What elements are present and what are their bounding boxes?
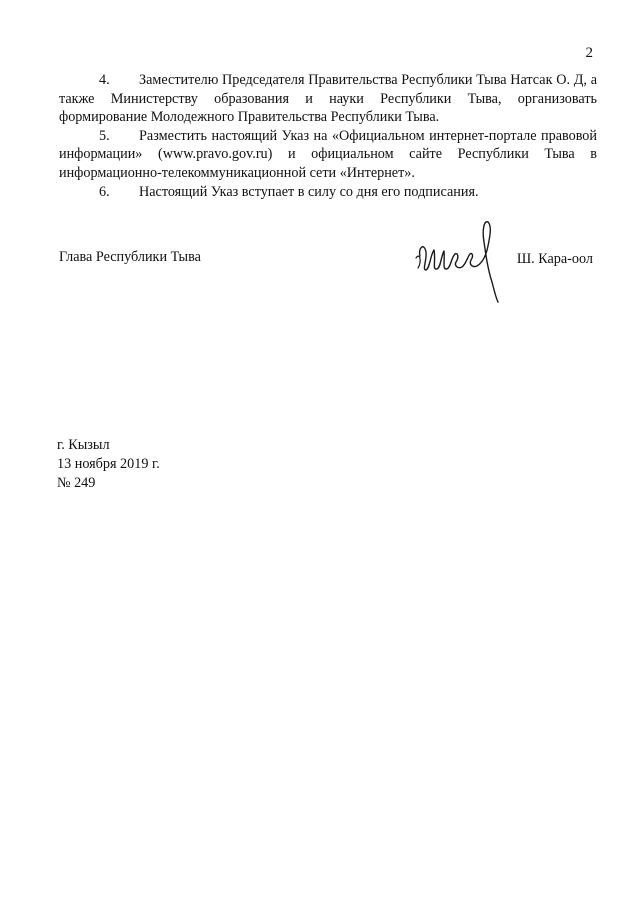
decree-requisites (57, 436, 160, 493)
paragraph-number: 5. (99, 127, 110, 144)
issue-date: 13 ноября 2019 г. (57, 456, 160, 472)
issue-city: г. Кызыл (57, 437, 110, 453)
page-number: 2 (585, 45, 593, 61)
signature-block (59, 248, 597, 308)
handwritten-signature (414, 218, 504, 304)
paragraph-6 (59, 183, 597, 202)
decree-body (59, 71, 597, 201)
decree-number: № 249 (57, 475, 96, 491)
signatory-title: Глава Республики Тыва (59, 249, 201, 265)
paragraph-text: Настоящий Указ вступает в силу со дня его подписания. (139, 183, 479, 200)
paragraph-number: 6. (99, 183, 110, 200)
paragraph-4 (59, 71, 597, 127)
paragraph-number: 4. (99, 72, 110, 88)
paragraph-text: Разместить настоящий Указ на «Официальном интернет-портале правовой информации» (www.pravo.gov.ru) и официальном сайте Республики Тыва в информационно-телекоммуникационной сети «Интернет». (59, 127, 597, 181)
paragraph-5 (59, 127, 597, 183)
paragraph-text: Заместителю Председателя Правительства Республики Тыва Натсак О. Д, а также Министерству образования и науки Республики Тыва, организовать формирование Молодежного Правительства Республики Тыва. (59, 72, 597, 126)
signatory-name: Ш. Кара-оол (516, 251, 593, 267)
